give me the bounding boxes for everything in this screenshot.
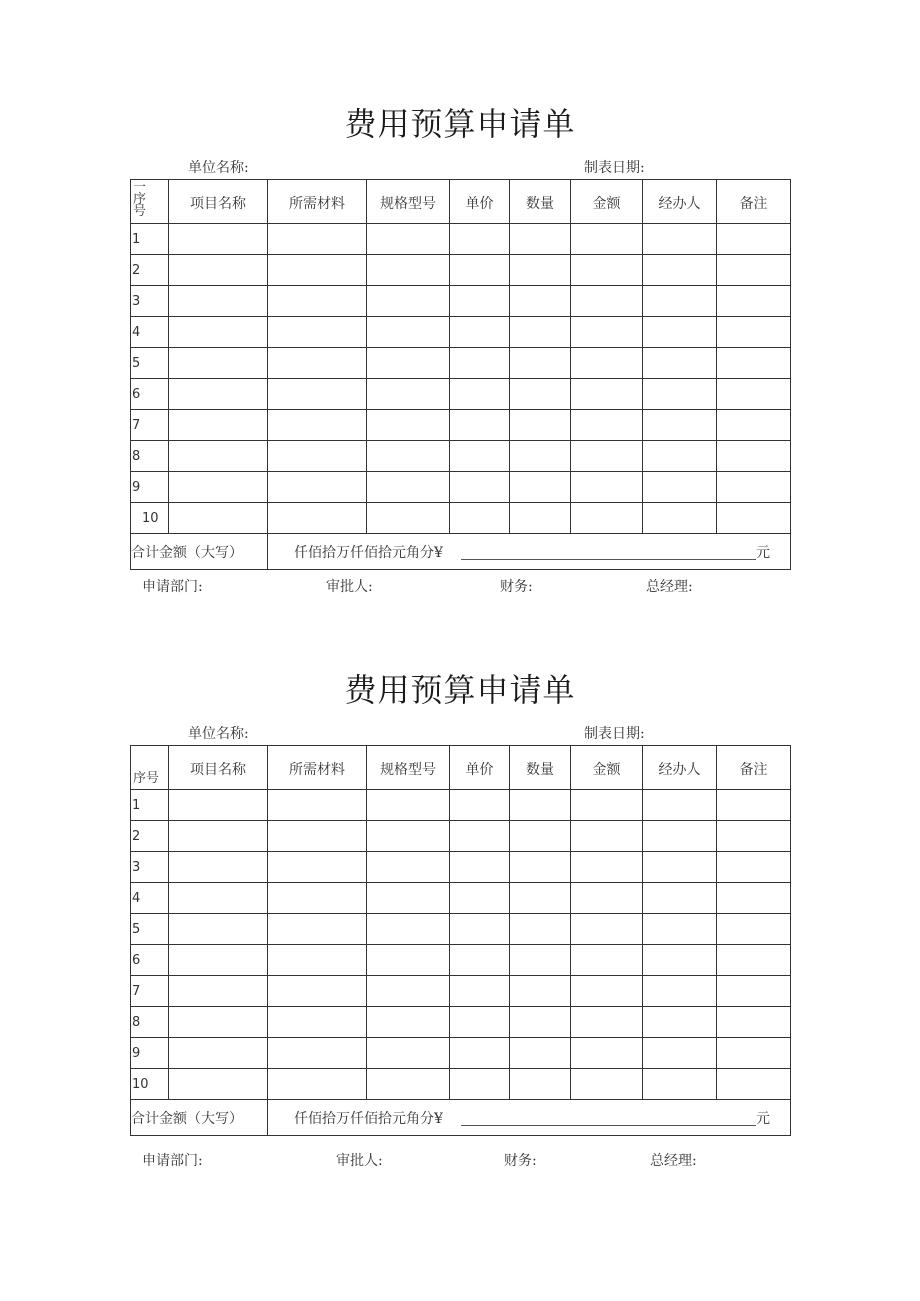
header-amount: 金额	[571, 746, 643, 790]
quantity-cell[interactable]	[510, 348, 571, 379]
remarks-cell[interactable]	[717, 286, 791, 317]
total-row	[131, 534, 791, 570]
materials-cell[interactable]	[268, 976, 367, 1007]
finance-label: 财务:	[504, 1153, 537, 1169]
header-quantity: 数量	[510, 746, 571, 790]
handler-cell[interactable]	[643, 1038, 717, 1069]
materials-cell[interactable]	[268, 379, 367, 410]
remarks-cell[interactable]	[717, 1007, 791, 1038]
quantity-cell[interactable]	[510, 1007, 571, 1038]
item-name-cell[interactable]	[169, 790, 268, 821]
price-cell[interactable]	[450, 410, 510, 441]
spec-cell[interactable]	[367, 286, 450, 317]
total-amount-cell[interactable]	[268, 1100, 791, 1136]
form-title: 费用预算申请单	[344, 671, 576, 709]
header-row	[131, 746, 791, 790]
item-name-cell[interactable]	[169, 821, 268, 852]
header-item-name: 项目名称	[169, 746, 268, 790]
quantity-cell[interactable]	[510, 945, 571, 976]
general-manager-label: 总经理:	[646, 579, 693, 595]
row-number: 7	[131, 410, 169, 441]
remarks-cell[interactable]	[717, 224, 791, 255]
amount-cell[interactable]	[571, 1007, 643, 1038]
table-row	[131, 503, 791, 534]
price-cell[interactable]	[450, 914, 510, 945]
spec-cell[interactable]	[367, 410, 450, 441]
handler-cell[interactable]	[643, 224, 717, 255]
total-amount-blank-line	[461, 1125, 756, 1126]
handler-cell[interactable]	[643, 255, 717, 286]
spec-cell[interactable]	[367, 472, 450, 503]
remarks-cell[interactable]	[717, 852, 791, 883]
materials-cell[interactable]	[268, 441, 367, 472]
quantity-cell[interactable]	[510, 1038, 571, 1069]
price-cell[interactable]	[450, 317, 510, 348]
remarks-cell[interactable]	[717, 410, 791, 441]
amount-cell[interactable]	[571, 317, 643, 348]
header-handler: 经办人	[643, 180, 717, 224]
quantity-cell[interactable]	[510, 883, 571, 914]
row-number: 3	[131, 286, 169, 317]
remarks-cell[interactable]	[717, 883, 791, 914]
item-name-cell[interactable]	[169, 224, 268, 255]
spec-cell[interactable]	[367, 224, 450, 255]
price-cell[interactable]	[450, 348, 510, 379]
spec-cell[interactable]	[367, 255, 450, 286]
materials-cell[interactable]	[268, 224, 367, 255]
quantity-cell[interactable]	[510, 379, 571, 410]
table-row	[131, 1038, 791, 1069]
spec-cell[interactable]	[367, 379, 450, 410]
table-row	[131, 1069, 791, 1100]
spec-cell[interactable]	[367, 883, 450, 914]
quantity-cell[interactable]	[510, 821, 571, 852]
header-row	[131, 180, 791, 224]
table-row	[131, 348, 791, 379]
item-name-cell[interactable]	[169, 1038, 268, 1069]
total-amount-label: 合计金额（大写）	[131, 534, 268, 570]
spec-cell[interactable]	[367, 945, 450, 976]
materials-cell[interactable]	[268, 945, 367, 976]
amount-cell[interactable]	[571, 410, 643, 441]
handler-cell[interactable]	[643, 883, 717, 914]
header-unit-price: 单价	[450, 180, 510, 224]
budget-form-2	[0, 662, 920, 1169]
amount-cell[interactable]	[571, 976, 643, 1007]
handler-cell[interactable]	[643, 472, 717, 503]
item-name-cell[interactable]	[169, 472, 268, 503]
table-row	[131, 286, 791, 317]
spec-cell[interactable]	[367, 1038, 450, 1069]
table-row	[131, 914, 791, 945]
approver-label: 审批人:	[326, 579, 373, 595]
quantity-cell[interactable]	[510, 472, 571, 503]
handler-cell[interactable]	[643, 976, 717, 1007]
spec-cell[interactable]	[367, 317, 450, 348]
price-cell[interactable]	[450, 1007, 510, 1038]
row-number: 2	[131, 255, 169, 286]
remarks-cell[interactable]	[717, 441, 791, 472]
handler-cell[interactable]	[643, 348, 717, 379]
amount-cell[interactable]	[571, 945, 643, 976]
header-seq	[131, 180, 169, 224]
applicant-dept-label: 申请部门:	[142, 579, 203, 595]
price-cell[interactable]	[450, 883, 510, 914]
header-unit-price: 单价	[450, 746, 510, 790]
price-cell[interactable]	[450, 1069, 510, 1100]
price-cell[interactable]	[450, 255, 510, 286]
materials-cell[interactable]	[268, 914, 367, 945]
total-amount-yuan: 元	[756, 1111, 770, 1127]
amount-cell[interactable]	[571, 1038, 643, 1069]
materials-cell[interactable]	[268, 790, 367, 821]
header-remarks: 备注	[717, 746, 791, 790]
item-name-cell[interactable]	[169, 255, 268, 286]
table-row	[131, 1007, 791, 1038]
amount-cell[interactable]	[571, 790, 643, 821]
row-number: 8	[131, 1007, 169, 1038]
header-seq: 序号	[131, 746, 169, 790]
handler-cell[interactable]	[643, 852, 717, 883]
item-name-cell[interactable]	[169, 410, 268, 441]
item-name-cell[interactable]	[169, 945, 268, 976]
handler-cell[interactable]	[643, 379, 717, 410]
unit-name-label: 单位名称:	[188, 160, 249, 176]
table-row	[131, 255, 791, 286]
quantity-cell[interactable]	[510, 852, 571, 883]
general-manager-label: 总经理:	[650, 1153, 697, 1169]
table-row	[131, 441, 791, 472]
materials-cell[interactable]	[268, 472, 367, 503]
quantity-cell[interactable]	[510, 441, 571, 472]
amount-cell[interactable]	[571, 255, 643, 286]
remarks-cell[interactable]	[717, 379, 791, 410]
item-name-cell[interactable]	[169, 503, 268, 534]
item-name-cell[interactable]	[169, 1069, 268, 1100]
item-name-cell[interactable]	[169, 348, 268, 379]
handler-cell[interactable]	[643, 441, 717, 472]
row-number: 2	[131, 821, 169, 852]
spec-cell[interactable]	[367, 1069, 450, 1100]
row-number: 6	[131, 945, 169, 976]
materials-cell[interactable]	[268, 883, 367, 914]
item-name-cell[interactable]	[169, 914, 268, 945]
remarks-cell[interactable]	[717, 1069, 791, 1100]
row-number: 5	[131, 914, 169, 945]
remarks-cell[interactable]	[717, 255, 791, 286]
remarks-cell[interactable]	[717, 317, 791, 348]
row-number: 1	[131, 790, 169, 821]
total-row	[131, 1100, 791, 1136]
item-name-cell[interactable]	[169, 1007, 268, 1038]
item-name-cell[interactable]	[169, 286, 268, 317]
handler-cell[interactable]	[643, 821, 717, 852]
amount-cell[interactable]	[571, 286, 643, 317]
header-amount: 金额	[571, 180, 643, 224]
price-cell[interactable]	[450, 976, 510, 1007]
handler-cell[interactable]	[643, 286, 717, 317]
table-row	[131, 224, 791, 255]
row-number: 5	[131, 348, 169, 379]
finance-label: 财务:	[500, 579, 533, 595]
quantity-cell[interactable]	[510, 503, 571, 534]
row-number: 10	[131, 503, 169, 534]
table-row	[131, 821, 791, 852]
amount-cell[interactable]	[571, 224, 643, 255]
quantity-cell[interactable]	[510, 255, 571, 286]
spec-cell[interactable]	[367, 503, 450, 534]
total-amount-blank-line	[461, 559, 756, 560]
item-name-cell[interactable]	[169, 379, 268, 410]
date-label: 制表日期:	[584, 726, 645, 742]
total-amount-label: 合计金额（大写）	[131, 1100, 268, 1136]
handler-cell[interactable]	[643, 503, 717, 534]
row-number: 9	[131, 1038, 169, 1069]
unit-name-label: 单位名称:	[188, 726, 249, 742]
header-item-name: 项目名称	[169, 180, 268, 224]
quantity-cell[interactable]	[510, 790, 571, 821]
table-row	[131, 790, 791, 821]
materials-cell[interactable]	[268, 255, 367, 286]
remarks-cell[interactable]	[717, 472, 791, 503]
item-name-cell[interactable]	[169, 441, 268, 472]
materials-cell[interactable]	[268, 852, 367, 883]
remarks-cell[interactable]	[717, 503, 791, 534]
materials-cell[interactable]	[268, 821, 367, 852]
price-cell[interactable]	[450, 379, 510, 410]
spec-cell[interactable]	[367, 1007, 450, 1038]
row-number: 1	[131, 224, 169, 255]
amount-cell[interactable]	[571, 821, 643, 852]
remarks-cell[interactable]	[717, 945, 791, 976]
remarks-cell[interactable]	[717, 1038, 791, 1069]
spec-cell[interactable]	[367, 441, 450, 472]
total-amount-units: 仟佰拾万仟佰拾元角分¥	[294, 1111, 443, 1127]
quantity-cell[interactable]	[510, 317, 571, 348]
applicant-dept-label: 申请部门:	[142, 1153, 203, 1169]
handler-cell[interactable]	[643, 1069, 717, 1100]
header-handler: 经办人	[643, 746, 717, 790]
price-cell[interactable]	[450, 821, 510, 852]
materials-cell[interactable]	[268, 503, 367, 534]
materials-cell[interactable]	[268, 1038, 367, 1069]
amount-cell[interactable]	[571, 883, 643, 914]
header-seq-label: 一 序 号	[133, 180, 147, 219]
header-materials: 所需材料	[268, 746, 367, 790]
spec-cell[interactable]	[367, 821, 450, 852]
price-cell[interactable]	[450, 503, 510, 534]
row-number: 3	[131, 852, 169, 883]
remarks-cell[interactable]	[717, 821, 791, 852]
handler-cell[interactable]	[643, 410, 717, 441]
price-cell[interactable]	[450, 790, 510, 821]
table-row	[131, 472, 791, 503]
header-remarks: 备注	[717, 180, 791, 224]
quantity-cell[interactable]	[510, 224, 571, 255]
total-amount-units: 仟佰拾万仟佰拾元角分¥	[294, 545, 443, 561]
spec-cell[interactable]	[367, 914, 450, 945]
amount-cell[interactable]	[571, 503, 643, 534]
header-quantity: 数量	[510, 180, 571, 224]
header-spec-model: 规格型号	[367, 180, 450, 224]
header-spec-model: 规格型号	[367, 746, 450, 790]
total-amount-yuan: 元	[756, 545, 770, 561]
row-number: 6	[131, 379, 169, 410]
spec-cell[interactable]	[367, 790, 450, 821]
materials-cell[interactable]	[268, 317, 367, 348]
materials-cell[interactable]	[268, 348, 367, 379]
price-cell[interactable]	[450, 945, 510, 976]
row-number: 4	[131, 883, 169, 914]
row-number: 8	[131, 441, 169, 472]
item-name-cell[interactable]	[169, 976, 268, 1007]
approver-label: 审批人:	[336, 1153, 383, 1169]
price-cell[interactable]	[450, 1038, 510, 1069]
item-name-cell[interactable]	[169, 852, 268, 883]
handler-cell[interactable]	[643, 914, 717, 945]
price-cell[interactable]	[450, 441, 510, 472]
table-row	[131, 945, 791, 976]
materials-cell[interactable]	[268, 1069, 367, 1100]
spec-cell[interactable]	[367, 348, 450, 379]
quantity-cell[interactable]	[510, 1069, 571, 1100]
spec-cell[interactable]	[367, 976, 450, 1007]
remarks-cell[interactable]	[717, 790, 791, 821]
table-row	[131, 379, 791, 410]
price-cell[interactable]	[450, 286, 510, 317]
materials-cell[interactable]	[268, 410, 367, 441]
quantity-cell[interactable]	[510, 286, 571, 317]
amount-cell[interactable]	[571, 914, 643, 945]
amount-cell[interactable]	[571, 379, 643, 410]
handler-cell[interactable]	[643, 790, 717, 821]
materials-cell[interactable]	[268, 286, 367, 317]
table-row	[131, 976, 791, 1007]
budget-table	[130, 179, 791, 570]
table-row	[131, 883, 791, 914]
price-cell[interactable]	[450, 852, 510, 883]
amount-cell[interactable]	[571, 852, 643, 883]
quantity-cell[interactable]	[510, 914, 571, 945]
table-row	[131, 317, 791, 348]
quantity-cell[interactable]	[510, 976, 571, 1007]
materials-cell[interactable]	[268, 1007, 367, 1038]
amount-cell[interactable]	[571, 1069, 643, 1100]
amount-cell[interactable]	[571, 348, 643, 379]
item-name-cell[interactable]	[169, 317, 268, 348]
total-amount-cell[interactable]	[268, 534, 791, 570]
remarks-cell[interactable]	[717, 348, 791, 379]
handler-cell[interactable]	[643, 945, 717, 976]
row-number: 10	[131, 1069, 169, 1100]
remarks-cell[interactable]	[717, 976, 791, 1007]
handler-cell[interactable]	[643, 317, 717, 348]
form-title: 费用预算申请单	[344, 105, 576, 143]
row-number: 4	[131, 317, 169, 348]
price-cell[interactable]	[450, 224, 510, 255]
amount-cell[interactable]	[571, 441, 643, 472]
date-label: 制表日期:	[584, 160, 645, 176]
table-row	[131, 410, 791, 441]
item-name-cell[interactable]	[169, 883, 268, 914]
remarks-cell[interactable]	[717, 914, 791, 945]
amount-cell[interactable]	[571, 472, 643, 503]
table-row	[131, 852, 791, 883]
header-materials: 所需材料	[268, 180, 367, 224]
price-cell[interactable]	[450, 472, 510, 503]
budget-table	[130, 745, 791, 1136]
row-number: 7	[131, 976, 169, 1007]
row-number: 9	[131, 472, 169, 503]
budget-form-1	[0, 96, 920, 595]
spec-cell[interactable]	[367, 852, 450, 883]
handler-cell[interactable]	[643, 1007, 717, 1038]
quantity-cell[interactable]	[510, 410, 571, 441]
